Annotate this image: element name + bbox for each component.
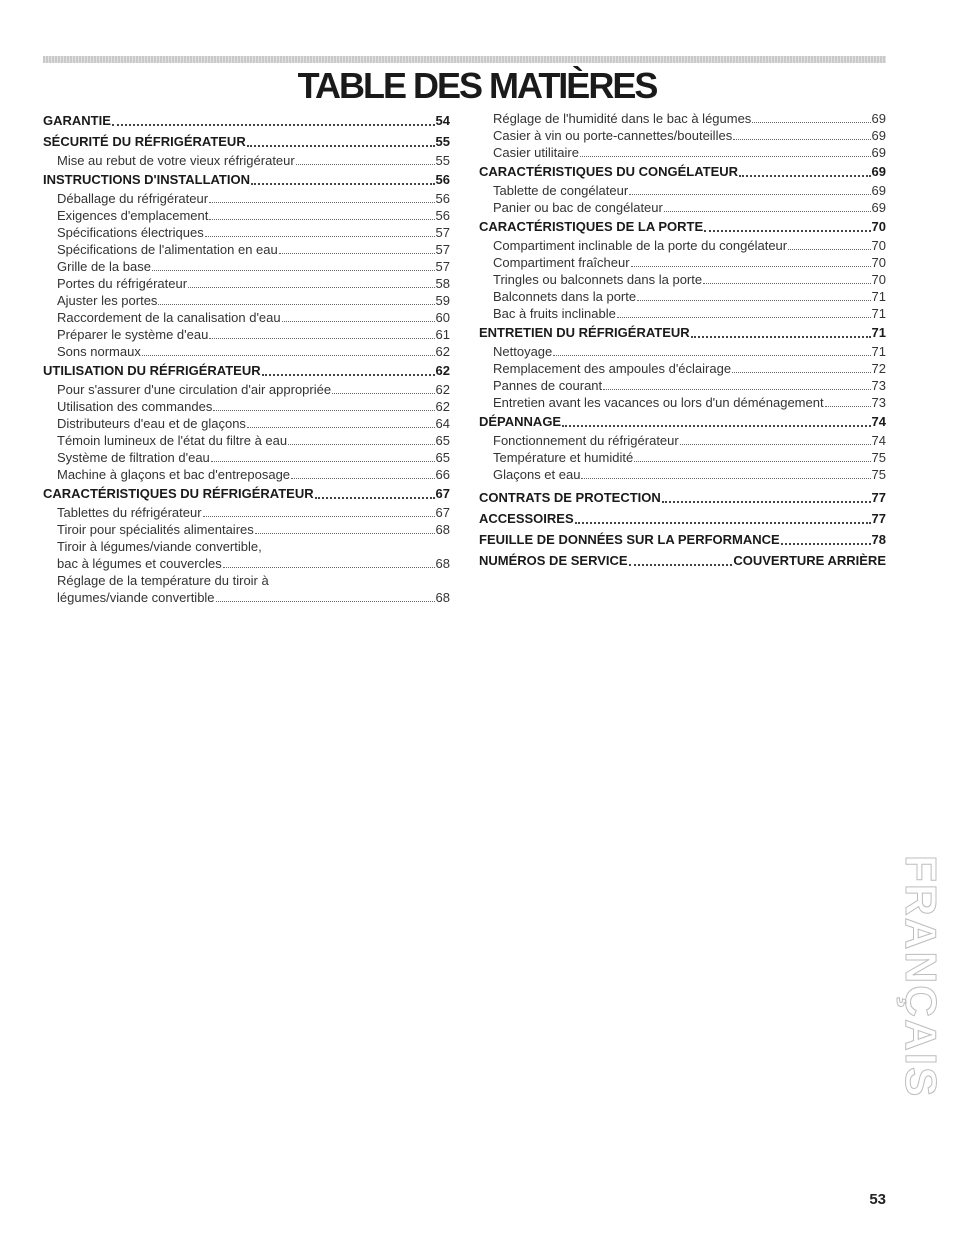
toc-page-number: 66 [435,467,450,482]
page-number: 53 [869,1191,886,1208]
dot-leader [255,532,435,534]
page-title: TABLE DES MATIÈRES [297,65,657,106]
toc-page-number: 61 [435,327,450,342]
dot-leader [634,460,870,462]
toc-section[interactable] [43,169,450,190]
toc-entry-label: ENTRETIEN DU RÉFRIGÉRATEUR [479,325,690,340]
header-rule [43,56,886,63]
toc-entry-label: Déballage du réfrigérateur [57,191,209,206]
toc-entry[interactable] [43,432,450,449]
toc-page-number: 69 [871,128,886,143]
dot-leader [216,600,435,602]
toc-page-number: 74 [871,414,886,429]
dot-leader [315,496,435,499]
toc-entry-continued: Réglage de la température du tiroir à [57,573,269,588]
toc-page-number: 56 [435,172,450,187]
dot-leader [188,286,434,288]
toc-entry[interactable] [479,432,886,449]
dot-leader [209,218,434,220]
language-tab: FRANÇAIS [896,855,945,1099]
dot-leader [203,515,435,517]
toc-entry[interactable] [479,305,886,322]
toc-entry-label: Réglage de l'humidité dans le bac à légumes [493,111,752,126]
toc-entry-label: Ajuster les portes [57,293,158,308]
toc-entry[interactable] [43,258,450,275]
toc-column-left [43,110,450,606]
toc-page-number: 62 [435,399,450,414]
toc-entry[interactable] [43,152,450,169]
toc-page-number: 71 [871,306,886,321]
toc-page-number: COUVERTURE ARRIÈRE [733,553,886,568]
toc-page-number: 67 [435,486,450,501]
dot-leader [291,477,435,479]
toc-page-number: 68 [435,556,450,571]
toc-entry[interactable] [43,292,450,309]
dot-leader [288,443,434,445]
toc-entry-label: Casier à vin ou porte-cannettes/bouteilles [493,128,733,143]
toc-entry[interactable] [479,127,886,144]
toc-entry-label: Entretien avant les vacances ou lors d'un déménagement [493,395,824,410]
toc-entry-label: CARACTÉRISTIQUES DU RÉFRIGÉRATEUR [43,486,314,501]
dot-leader [575,521,871,524]
toc-page-number: 72 [871,361,886,376]
toc-entry[interactable] [479,199,886,216]
toc-entry-label: Bac à fruits inclinable [493,306,616,321]
dot-leader [691,335,871,338]
toc-section[interactable] [43,360,450,381]
toc-entry-label: Exigences d'emplacement [57,208,209,223]
toc-page-number: 59 [435,293,450,308]
toc-section[interactable] [479,550,886,571]
toc-page-number: 57 [435,259,450,274]
toc-page-number: 74 [871,433,886,448]
toc-entry[interactable] [43,207,450,224]
dot-leader [553,354,870,356]
dot-leader [211,460,435,462]
toc-section[interactable] [479,487,886,508]
toc-page-number: 78 [871,532,886,547]
toc-entry[interactable] [479,144,886,161]
toc-page-number: 55 [435,153,450,168]
toc-entry-label: Tiroir pour spécialités alimentaires [57,522,254,537]
toc-entry[interactable] [479,271,886,288]
toc-entry[interactable] [479,110,886,127]
toc-entry-label: UTILISATION DU RÉFRIGÉRATEUR [43,363,261,378]
toc-page-number: 54 [435,113,450,128]
toc-entry-label: Compartiment fraîcheur [493,255,630,270]
toc-entry-label: CARACTÉRISTIQUES DU CONGÉLATEUR [479,164,739,179]
dot-leader [213,409,434,411]
toc-page-number: 56 [435,208,450,223]
dot-leader [637,299,870,301]
toc-entry-label: CONTRATS DE PROTECTION [479,490,661,505]
dot-leader [629,563,733,566]
dot-leader [209,201,434,203]
dot-leader [247,426,435,428]
dot-leader [247,144,435,147]
toc-section[interactable] [479,216,886,237]
dot-leader [223,566,435,568]
toc-entry[interactable] [479,466,886,483]
toc-entry-label: GARANTIE [43,113,111,128]
toc-entry-label: Nettoyage [493,344,553,359]
toc-page-number: 73 [871,378,886,393]
dot-leader [662,500,871,503]
toc-entry-label: Préparer le système d'eau [57,327,209,342]
dot-leader [680,443,871,445]
toc-page-number: 62 [435,344,450,359]
toc-entry-continued: Tiroir à légumes/viande convertible, [57,539,262,554]
toc-entry[interactable] [43,343,450,360]
toc-entry-label: Glaçons et eau [493,467,581,482]
toc-entry-label: Grille de la base [57,259,151,274]
toc-page-number: 62 [435,363,450,378]
dot-leader [262,373,435,376]
toc-section[interactable] [479,411,886,432]
toc-entry[interactable] [479,254,886,271]
dot-leader [825,405,871,407]
dot-leader [112,123,435,126]
toc-entry-label: Tablettes du réfrigérateur [57,505,202,520]
toc-entry-label: INSTRUCTIONS D'INSTALLATION [43,172,250,187]
toc-entry-label: Mise au rebut de votre vieux réfrigérateur [57,153,295,168]
toc-page-number: 69 [871,145,886,160]
dot-leader [631,265,871,267]
toc-section[interactable] [479,322,886,343]
toc-entry[interactable] [479,182,886,199]
toc-entry-label: Compartiment inclinable de la porte du congélateur [493,238,788,253]
dot-leader [752,121,870,123]
toc-page-number: 57 [435,225,450,240]
dot-leader [733,138,870,140]
toc-page-number: 70 [871,272,886,287]
toc-section[interactable] [479,508,886,529]
toc-page-number: 73 [871,395,886,410]
toc-entry-label: Spécifications électriques [57,225,204,240]
dot-leader [296,163,435,165]
dot-leader [617,316,871,318]
toc-page-number: 71 [871,325,886,340]
toc-entry[interactable] [43,449,450,466]
toc-entry-label: Portes du réfrigérateur [57,276,188,291]
toc-entry-label: SÉCURITÉ DU RÉFRIGÉRATEUR [43,134,246,149]
toc-entry-label: Utilisation des commandes [57,399,213,414]
toc-entry[interactable] [479,394,886,411]
toc-entry[interactable] [43,309,450,326]
dot-leader [562,424,870,427]
toc-section[interactable] [43,110,450,131]
dot-leader [603,388,870,390]
toc-page-number: 70 [871,238,886,253]
toc-entry-label: Fonctionnement du réfrigérateur [493,433,679,448]
dot-leader [209,337,434,339]
toc-entry-label: Spécifications de l'alimentation en eau [57,242,278,257]
toc-entry-label: Pour s'assurer d'une circulation d'air appropriée [57,382,332,397]
toc-column-right [479,110,886,571]
toc-page-number: 64 [435,416,450,431]
toc-page-number: 69 [871,183,886,198]
toc-entry-label: Sons normaux [57,344,141,359]
toc-entry-label: Machine à glaçons et bac d'entreposage [57,467,291,482]
toc-page-number: 57 [435,242,450,257]
toc-entry[interactable] [479,237,886,254]
toc-entry-label: Panier ou bac de congélateur [493,200,663,215]
toc-entry-label: FEUILLE DE DONNÉES SUR LA PERFORMANCE [479,532,780,547]
toc-page-number: 58 [435,276,450,291]
toc-entry[interactable] [43,326,450,343]
toc-entry-label: Tablette de congélateur [493,183,629,198]
dot-leader [664,210,871,212]
dot-leader [703,282,870,284]
toc-page-number: 69 [871,200,886,215]
toc-entry-label: Tringles ou balconnets dans la porte [493,272,703,287]
toc-section[interactable] [479,161,886,182]
toc-entry[interactable] [479,288,886,305]
dot-leader [279,252,435,254]
dot-leader [158,303,434,305]
toc-entry-label: Balconnets dans la porte [493,289,637,304]
toc-page-number: 70 [871,219,886,234]
toc-entry[interactable] [43,241,450,258]
toc-page-number: 67 [435,505,450,520]
toc-entry-label: légumes/viande convertible [57,590,215,605]
dot-leader [629,193,870,195]
toc-page-number: 65 [435,433,450,448]
toc-page-number: 55 [435,134,450,149]
toc-entry-label: Témoin lumineux de l'état du filtre à eau [57,433,288,448]
toc-entry[interactable] [479,377,886,394]
toc-page-number: 69 [871,111,886,126]
toc-entry[interactable] [43,381,450,398]
dot-leader [732,371,870,373]
toc-entry-label: Raccordement de la canalisation d'eau [57,310,281,325]
toc-entry[interactable] [43,275,450,292]
toc-page-number: 68 [435,590,450,605]
toc-entry-label: Casier utilitaire [493,145,579,160]
dot-leader [282,320,435,322]
dot-leader [788,248,870,250]
toc-entry[interactable] [479,449,886,466]
toc-entry[interactable] [43,415,450,432]
toc-page-number: 75 [871,467,886,482]
toc-page-number: 70 [871,255,886,270]
toc-entry-label: Système de filtration d'eau [57,450,210,465]
dot-leader [251,182,435,185]
dot-leader [205,235,435,237]
toc-page-number: 69 [871,164,886,179]
toc-page-number: 71 [871,289,886,304]
toc-entry-label: CARACTÉRISTIQUES DE LA PORTE [479,219,704,234]
toc-entry[interactable] [43,398,450,415]
toc-page-number: 75 [871,450,886,465]
toc-entry[interactable] [43,190,450,207]
toc-entry-label: Remplacement des ampoules d'éclairage [493,361,732,376]
toc-entry[interactable] [43,589,450,606]
toc-page-number: 60 [435,310,450,325]
toc-entry-label: DÉPANNAGE [479,414,562,429]
toc-entry-label: Distributeurs d'eau et de glaçons [57,416,246,431]
toc-entry-label: NUMÉROS DE SERVICE [479,553,628,568]
toc-section[interactable] [43,483,450,504]
toc-entry-label: Pannes de courant [493,378,603,393]
toc-entry[interactable] [43,555,450,572]
toc-entry[interactable] [479,360,886,377]
toc-page-number: 71 [871,344,886,359]
toc-entry-label: Température et humidité [493,450,634,465]
toc-section[interactable] [479,529,886,550]
toc-page-number: 77 [871,511,886,526]
toc-entry[interactable] [43,466,450,483]
toc-entry-label: ACCESSOIRES [479,511,574,526]
toc-page-number: 56 [435,191,450,206]
dot-leader [332,392,434,394]
dot-leader [581,477,870,479]
toc-entry-label: bac à légumes et couvercles [57,556,222,571]
toc-page-number: 77 [871,490,886,505]
toc-page-number: 62 [435,382,450,397]
dot-leader [704,229,870,232]
dot-leader [739,174,870,177]
dot-leader [142,354,435,356]
toc-section[interactable] [43,131,450,152]
toc-entry[interactable] [43,224,450,241]
toc-entry[interactable] [479,343,886,360]
toc-page-number: 68 [435,522,450,537]
toc-entry[interactable] [43,504,450,521]
dot-leader [152,269,435,271]
dot-leader [781,542,871,545]
dot-leader [580,155,871,157]
toc-entry[interactable] [43,521,450,538]
toc-page-number: 65 [435,450,450,465]
